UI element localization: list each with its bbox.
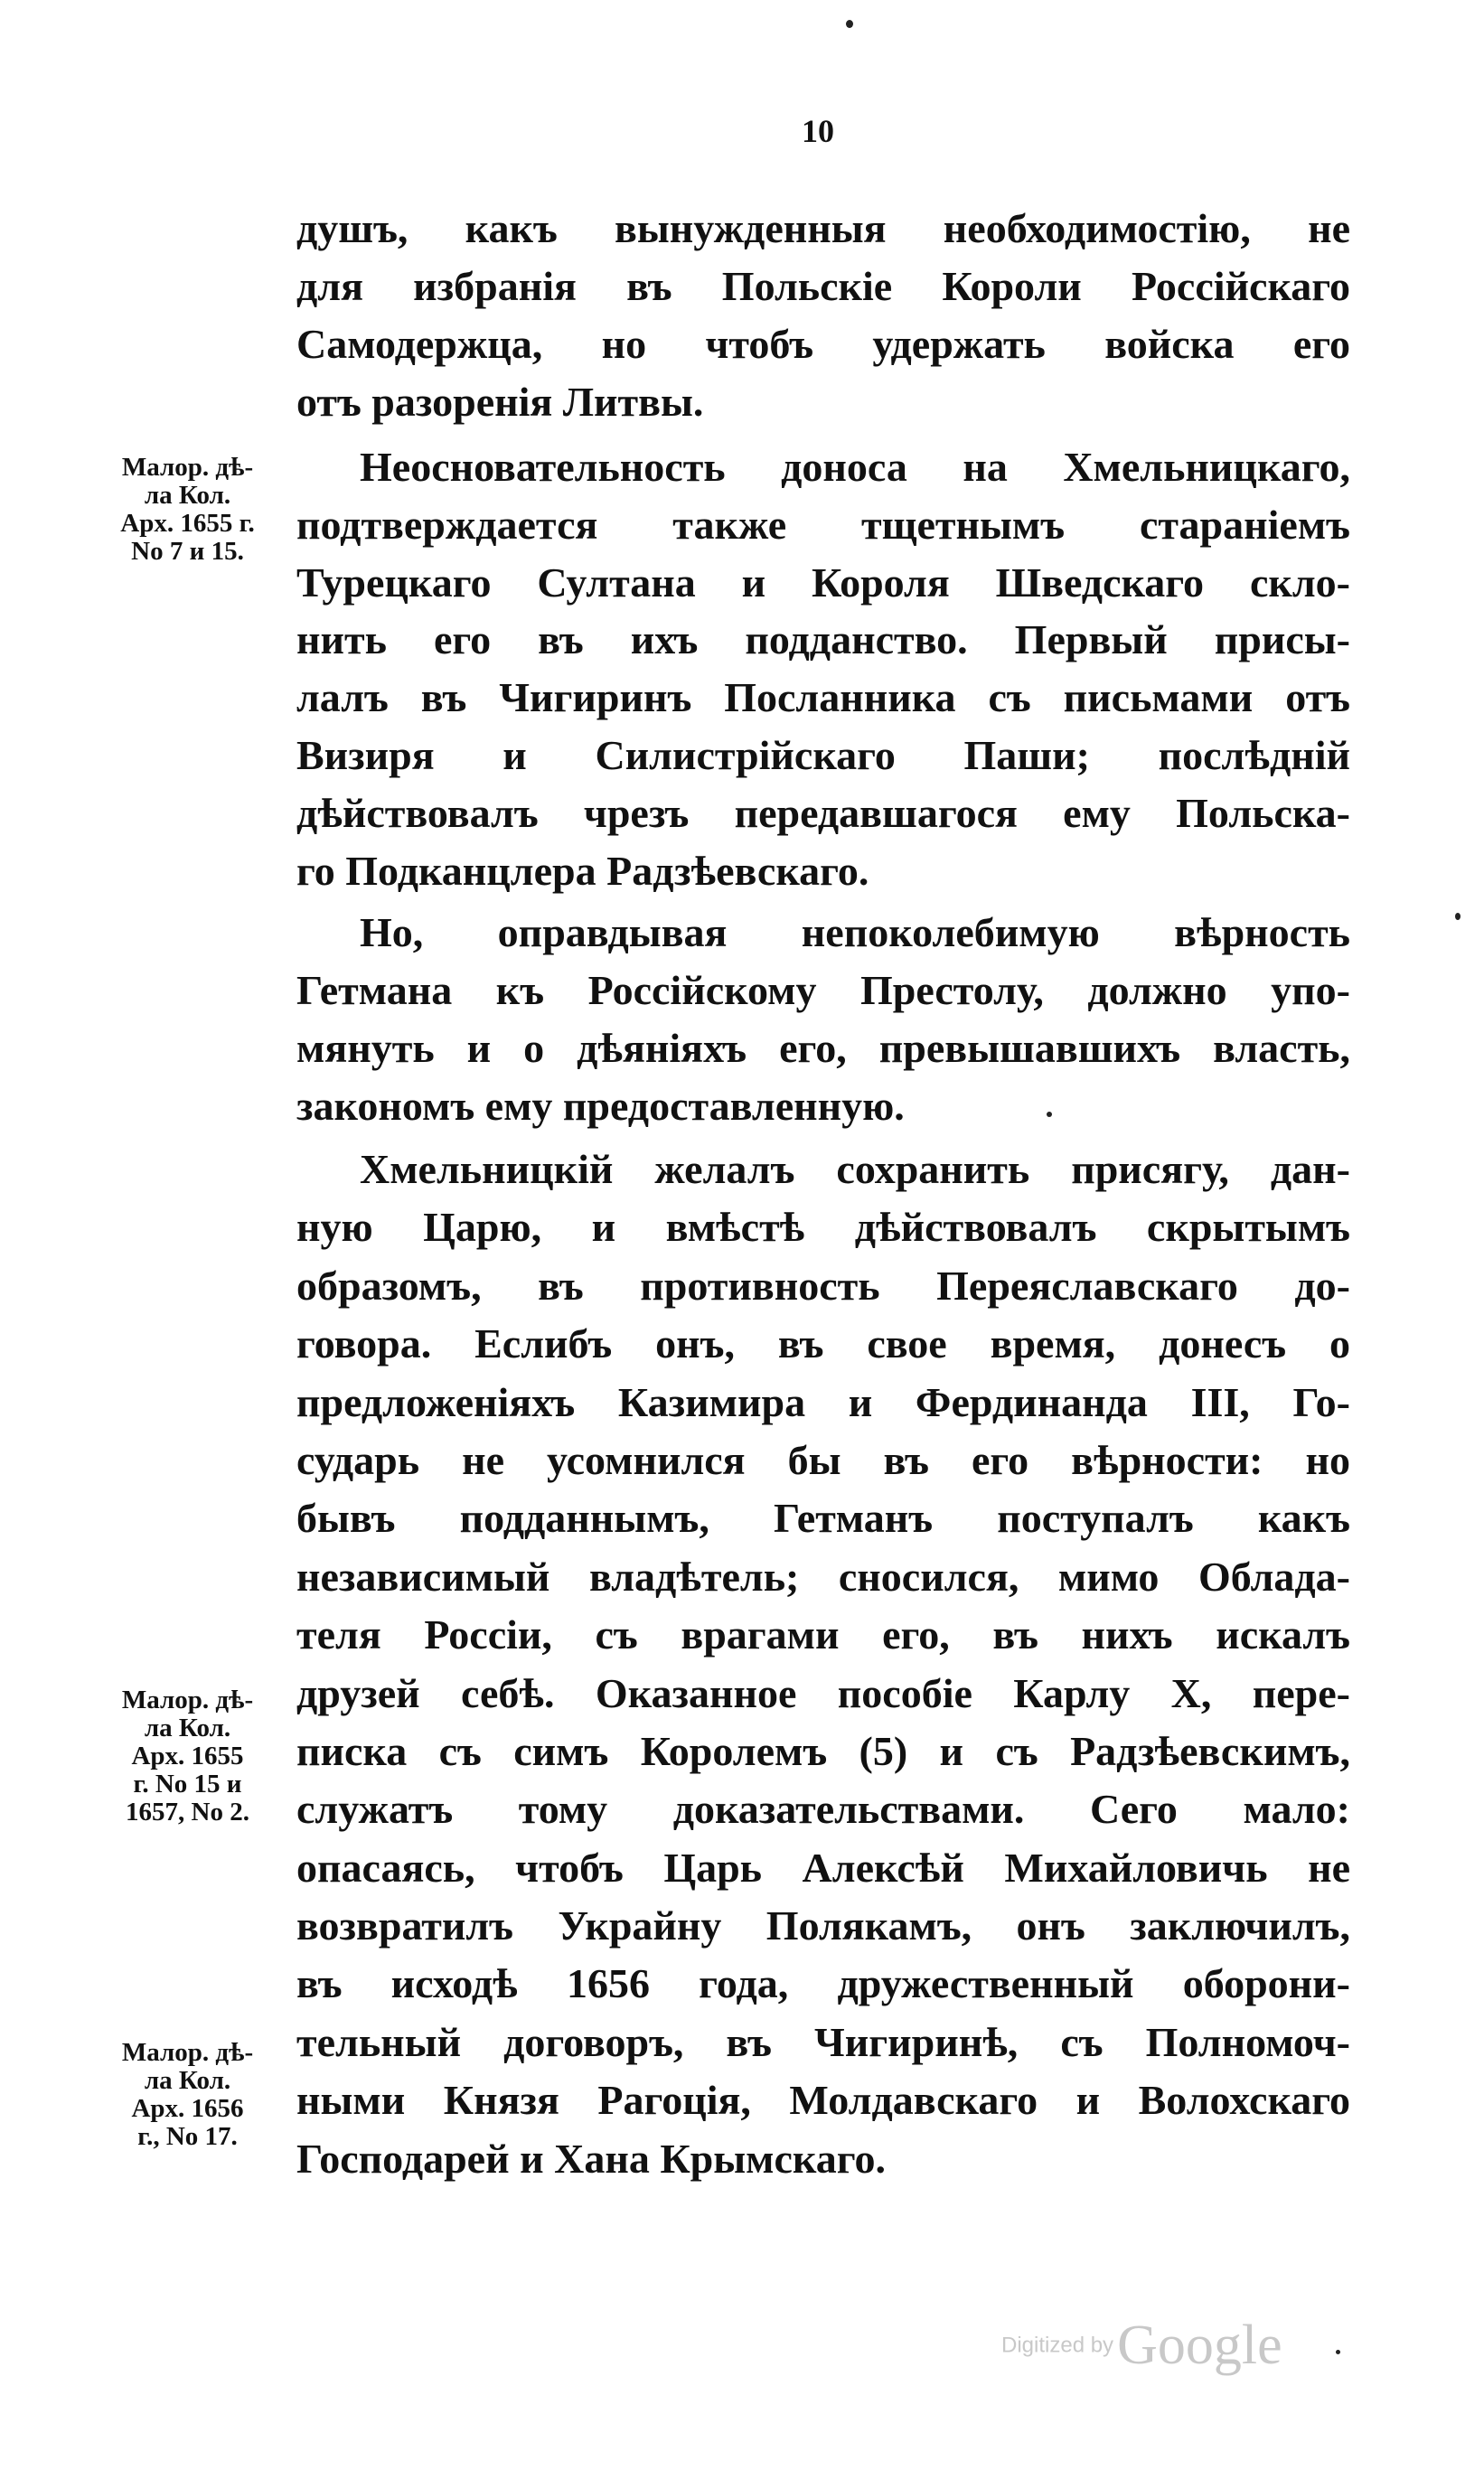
ink-speck bbox=[1336, 2350, 1340, 2354]
text-line: Турецкаго Султана и Короля Шведскаго скло- bbox=[296, 559, 1350, 606]
text-line: закономъ ему предоставленную. bbox=[296, 1083, 905, 1129]
ink-speck bbox=[1047, 1112, 1052, 1117]
margin-note bbox=[90, 454, 285, 566]
margin-note-line: Малор. дѣ- bbox=[121, 453, 254, 482]
text-line: Самодержца, но чтобъ удержать войска его bbox=[296, 321, 1350, 367]
text-line: тельный договоръ, въ Чигиринѣ, съ Полномоч- bbox=[296, 2018, 1350, 2065]
text-line: Господарей и Хана Крымскаго. bbox=[296, 2135, 886, 2182]
margin-note bbox=[90, 2039, 285, 2151]
paragraph bbox=[296, 904, 1350, 1135]
text-line: писка съ симъ Королемъ (5) и съ Радзѣевскимъ, bbox=[296, 1727, 1350, 1774]
text-line: образомъ, въ противность Переяславскаго до- bbox=[296, 1262, 1350, 1309]
text-line: въ исходѣ 1656 года, дружественный оборони- bbox=[296, 1960, 1350, 2007]
margin-note-line: Арх. 1655 г. bbox=[120, 509, 255, 538]
paragraph bbox=[296, 1141, 1350, 2188]
text-line: отъ разоренія Литвы. bbox=[296, 379, 704, 425]
margin-note bbox=[90, 1686, 285, 1827]
text-line: служатъ тому доказательствами. Сего мало: bbox=[296, 1786, 1350, 1833]
text-line: ными Князя Рагоція, Молдавскаго и Волохскаго bbox=[296, 2077, 1350, 2124]
paragraph bbox=[296, 438, 1350, 899]
ink-speck bbox=[846, 20, 853, 28]
margin-note-line: 1657, No 2. bbox=[126, 1798, 249, 1827]
ink-speck bbox=[1455, 913, 1461, 920]
text-line: лалъ въ Чигиринъ Посланника съ письмами отъ bbox=[296, 674, 1350, 721]
text-line: предложеніяхъ Казимира и Фердинанда III, Го- bbox=[296, 1378, 1350, 1425]
margin-note-line: ла Кол. bbox=[144, 1714, 231, 1742]
text-line: Неосновательность доноса на Хмельницкаго, bbox=[360, 444, 1350, 490]
watermark-brand: Google bbox=[1117, 2315, 1282, 2376]
text-line: опасаясь, чтобъ Царь Алексѣй Михайловичь не bbox=[296, 1844, 1350, 1891]
text-line: душъ, какъ вынужденныя необходимостію, не bbox=[296, 205, 1350, 251]
text-line: для избранія въ Польскіе Короли Россійскаго bbox=[296, 263, 1350, 309]
margin-note-line: ла Кол. bbox=[144, 2066, 231, 2095]
page-number: 10 bbox=[802, 113, 834, 149]
paragraph bbox=[296, 200, 1350, 431]
text-line: говора. Еслибъ онъ, въ свое время, донесъ о bbox=[296, 1320, 1350, 1367]
margin-note-line: Малор. дѣ- bbox=[121, 1686, 254, 1714]
margin-note-line: г. No 15 и bbox=[133, 1770, 242, 1798]
text-line: возвратилъ Украйну Полякамъ, онъ заключилъ, bbox=[296, 1902, 1350, 1949]
text-line: подтверждается также тщетнымъ стараніемъ bbox=[296, 501, 1350, 548]
text-line: бывъ подданнымъ, Гетманъ поступалъ какъ bbox=[296, 1495, 1350, 1542]
text-line: сударь не усомнился бы въ его вѣрности: но bbox=[296, 1436, 1350, 1483]
text-line: го Подканцлера Радзѣевскаго. bbox=[296, 847, 869, 894]
margin-note-line: Арх. 1655 bbox=[131, 1742, 244, 1770]
text-line: Хмельницкій желалъ сохранить присягу, дан- bbox=[360, 1146, 1350, 1192]
text-line: Гетмана къ Россійскому Престолу, должно упо- bbox=[296, 967, 1350, 1013]
text-line: дѣйствовалъ чрезъ передавшагося ему Польска- bbox=[296, 789, 1350, 836]
text-line: друзей себѣ. Оказанное пособіе Карлу X, пере- bbox=[296, 1669, 1350, 1716]
margin-note-line: г., No 17. bbox=[137, 2122, 238, 2151]
text-line: Визиря и Силистрійскаго Паши; послѣдній bbox=[296, 731, 1350, 778]
text-line: Но, оправдывая непоколебимую вѣрность bbox=[360, 909, 1350, 955]
text-line: теля Россіи, съ врагами его, въ нихъ искалъ bbox=[296, 1611, 1350, 1658]
watermark-prefix: Digitized by bbox=[1001, 2333, 1114, 2358]
margin-note-line: No 7 и 15. bbox=[131, 537, 244, 566]
text-line: нить его въ ихъ подданство. Первый присы- bbox=[296, 616, 1350, 663]
text-line: мянуть и о дѣяніяхъ его, превышавшихъ власть, bbox=[296, 1025, 1350, 1071]
margin-note-line: Арх. 1656 bbox=[131, 2094, 244, 2123]
text-line: ную Царю, и вмѣстѣ дѣйствовалъ скрытымъ bbox=[296, 1204, 1350, 1251]
google-watermark bbox=[1001, 2314, 1282, 2378]
margin-note-line: Малор. дѣ- bbox=[121, 2038, 254, 2067]
text-line: независимый владѣтель; сносился, мимо Облада- bbox=[296, 1553, 1350, 1600]
margin-note-line: ла Кол. bbox=[144, 481, 231, 510]
